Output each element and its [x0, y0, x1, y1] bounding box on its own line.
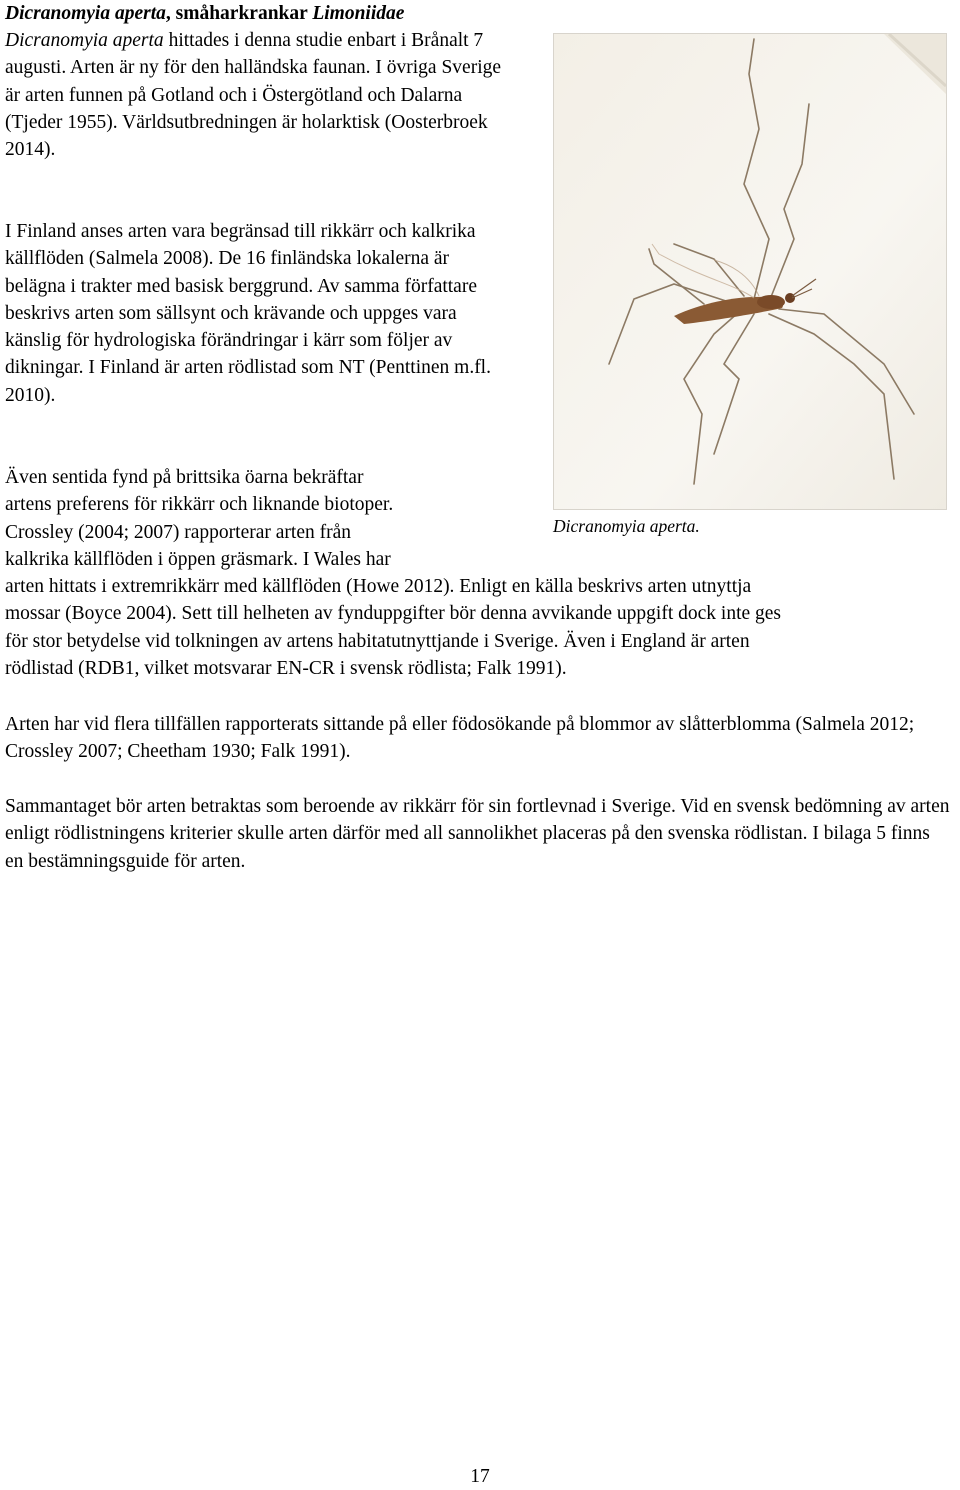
- paragraph-conclusion: Sammantaget bör arten betraktas som beroende av rikkärr för sin fortlevnad i Sverige. Vid en svensk bedömning av arten enligt rödlistningens kriterier skulle arten därför med all sannolikhet placeras på den svenska rödlistan. I bilaga 5 finns en bestämningsguide för arten.: [5, 796, 950, 872]
- heading-family: Limoniidae: [312, 3, 405, 24]
- heading-separator: , småharkrankar: [165, 3, 313, 24]
- p3-line: Även sentida fynd på brittsika öarna bekräftar: [5, 467, 364, 488]
- heading-species: Dicranomyia aperta: [5, 3, 166, 24]
- p1-text: hittades i denna studie enbart i Brånalt 7 augusti. Arten är ny för den halländska faunan. I övriga Sverige är arten funnen på Gotland och i Östergötland och Dalarna (Tjeder 1955). Världsutbredningen är holarktisk (Oosterbroek 2014).: [5, 30, 502, 161]
- p3-line: rödlistad (RDB1, vilket motsvarar EN-CR i svensk rödlista; Falk 1991).: [5, 658, 567, 680]
- photo-caption: Dicranomyia aperta.: [553, 516, 700, 536]
- paragraph-finland: I Finland anses arten vara begränsad till rikkärr och kalkrika källflöden (Salmela 2008). De 16 finländska lokalerna är belägna i trakter med basisk berggrund. Av samma författare beskrivs arten som sällsynt och krävande och uppges vara känslig för hydrologiska förändringar i kärr som följer av dikningar. I Finland är arten rödlistad som NT (Penttinen m.fl. 2010).: [5, 221, 491, 406]
- paragraph-flowers: Arten har vid flera tillfällen rapporterats sittande på eller födosökande på blommor av slåtterblomma (Salmela 2012; Crossley 2007; Cheetham 1930; Falk 1991).: [5, 714, 915, 763]
- p3-line: Crossley (2004; 2007) rapporterar arten från: [5, 521, 352, 543]
- crane-fly-photo: [553, 33, 947, 510]
- section-heading: [5, 0, 535, 27]
- p3-line: för stor betydelse vid tolkningen av artens habitatutnyttjande i Sverige. Även i England är arten: [5, 630, 750, 652]
- p3-line: arten hittats i extremrikkärr med källflöden (Howe 2012). Enligt en källa beskrivs arten utnyttja: [5, 576, 752, 598]
- p1-species: Dicranomyia aperta: [5, 30, 164, 51]
- p3-line: kalkrika källflöden i öppen gräsmark. I Wales har: [5, 548, 391, 570]
- p3-line: mossar (Boyce 2004). Sett till helheten av fynduppgifter bör denna avvikande uppgift dock inte ges: [5, 603, 782, 625]
- paragraph-distribution: [5, 27, 505, 163]
- p3-line: artens preferens för rikkärr och liknande biotoper.: [5, 494, 394, 516]
- crane-fly-illustration: [554, 34, 946, 509]
- page-number: 17: [470, 1466, 490, 1487]
